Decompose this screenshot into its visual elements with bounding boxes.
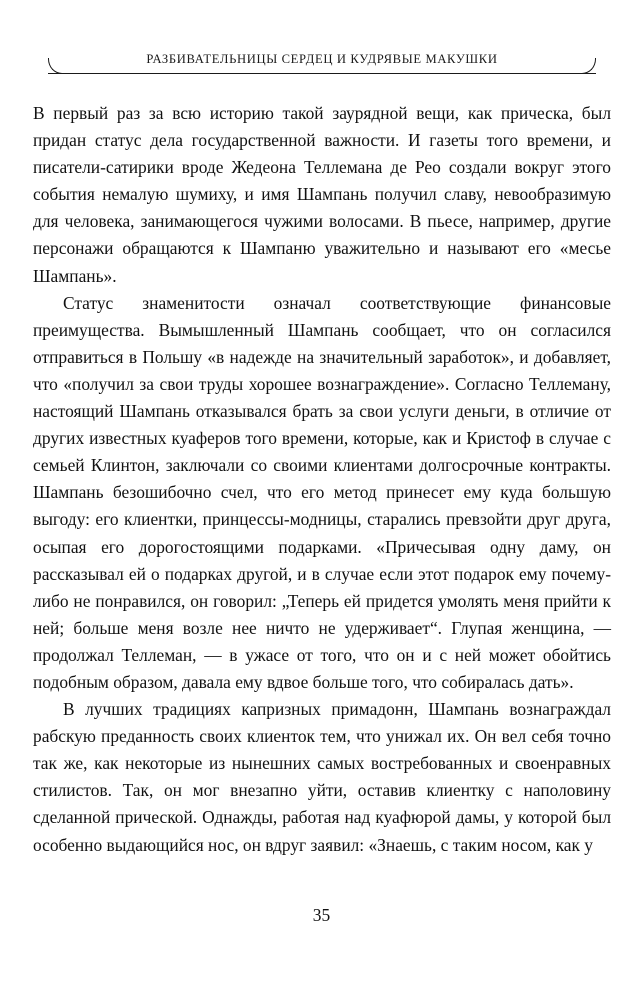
header-flourish-right-icon: [581, 58, 596, 74]
paragraph: В лучших традициях капризных примадонн, Шампань вознаграждал рабскую преданность своих клиенток тем, что унижал их. Он вел себя точно так же, как некоторые из нынешних самых востребованных и своенравных стилистов. Так, он мог внезапно уйти, оставив клиентку с наполовину сделанной прической. Однажды, работая над куафюрой дамы, у которой был особенно выдающийся нос, он вдруг заявил: «Знаешь, с таким носом, как у: [33, 699, 611, 855]
header-divider-line: [48, 73, 596, 74]
paragraph: Статус знаменитости означал соответствующие финансовые преимущества. Вымышленный Шампань сообщает, что он согласился отправиться в Польшу «в надежде на значительный заработок», и добавляет, что «получил за свои труды хорошее вознаграждение». Согласно Теллеману, настоящий Шампань отказывался брать за свои услуги деньги, в отличие от других известных куаферов того времени, которые, как и Кристоф в случае с семьей Клинтон, заключали со своими клиентами долгосрочные контракты. Шампань безошибочно счел, что его метод принесет ему куда большую выгоду: его клиентки, принцессы-модницы, старались превзойти друг друга, осыпая его дорогостоящими подарками. «Причесывая одну даму, он рассказывал ей о подарках другой, и в случае если этот подарок ему почему-либо не понравился, он говорил: „Теперь ей придется умолять меня прийти к ней; больше меня возле нее ничто не удерживает“. Глупая женщина, — продолжал Теллеман, — в ужасе от того, что он и с ней может обойтись подобным образом, давала ему вдвое больше того, что собиралась дать».: [33, 292, 611, 692]
header-flourish-left-icon: [48, 58, 63, 74]
running-header: [48, 46, 596, 80]
header-rule: [48, 46, 596, 80]
paragraph: В первый раз за всю историю такой заурядной вещи, как прическа, был придан статус дела государственной важности. И газеты того времени, и писатели-сатирики вроде Жедеона Теллемана де Рео создали вокруг этого события немалую шумиху, и имя Шампань получил славу, невообразимую для человека, занимающегося чужими волосами. В пьесе, например, другие персонажи обращаются к Шампаню уважительно и называют его «месье Шампань».: [33, 103, 611, 286]
body-text: [33, 100, 611, 859]
running-header-text: РАЗБИВАТЕЛЬНИЦЫ СЕРДЕЦ И КУДРЯВЫЕ МАКУШКИ: [146, 52, 498, 66]
page-number: 35: [312, 905, 331, 925]
